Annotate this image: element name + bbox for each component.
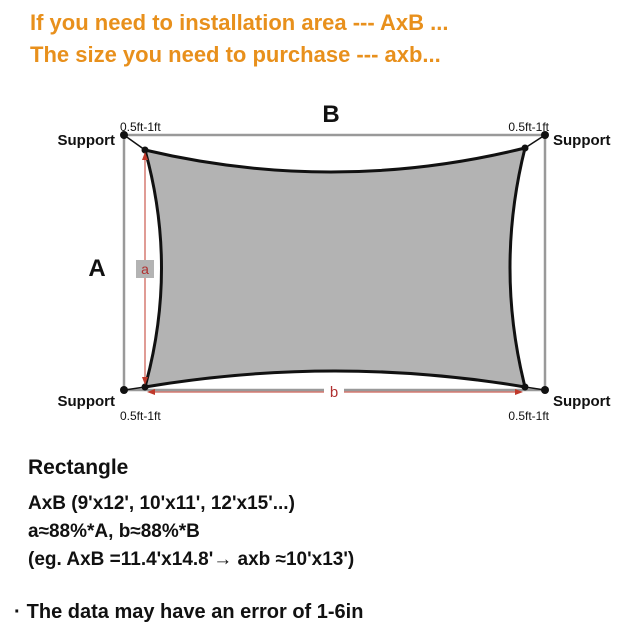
support-label-bottom-left: Support [57,393,115,410]
headline-purchase-size: The size you need to purchase --- axb... [30,42,441,67]
support-label-top-left: Support [57,132,115,149]
support-point-bottom-right [541,386,549,394]
dimension-label-B: B [322,101,340,128]
error-note [14,601,363,624]
size-ratio: a≈88%*A, b≈88%*B [28,521,200,542]
support-label-bottom-right: Support [553,393,611,410]
bullet-icon: · [14,601,21,623]
gap-label-bottom-right: 0.5ft-1ft [508,409,549,423]
shade-sail-shape [145,148,525,387]
support-point-bottom-left [120,386,128,394]
dimension-label-a: a [141,261,149,277]
error-note-text: The data may have an error of 1-6in [26,601,364,623]
sail-corner-ring [522,384,529,391]
headline-installation-area: If you need to installation area --- AxB ... [30,10,449,35]
size-example-calculation: (eg. AxB =11.4'x14.8'→ axb ≈10'x13') [28,549,355,570]
size-examples: AxB (9'x12', 10'x11', 12'x15'...) [28,493,295,514]
gap-label-top-left: 0.5ft-1ft [120,120,161,134]
dimension-label-b: b [329,384,339,401]
dimension-label-A: A [88,255,106,282]
support-label-top-right: Support [553,132,611,149]
gap-label-bottom-left: 0.5ft-1ft [120,409,161,423]
shape-title: Rectangle [28,456,129,479]
sail-corner-ring [522,145,529,152]
gap-label-top-right: 0.5ft-1ft [508,120,549,134]
